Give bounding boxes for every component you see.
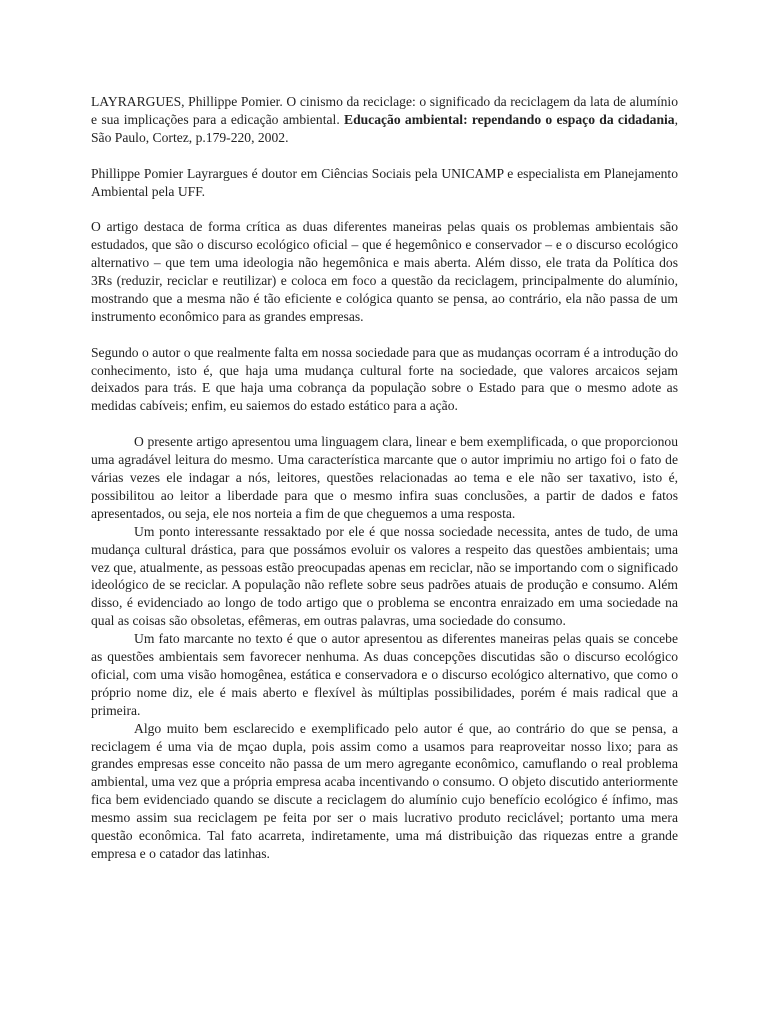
citation-prefix: LAYRARGUES, Phillippe Pomier. O cinismo da reciclage: o significado da reciclagem da lata de alumínio e sua implicações para a edicação ambiental. xyxy=(91,94,678,127)
document-body xyxy=(91,93,678,863)
author-view-paragraph: Segundo o autor o que realmente falta em nossa sociedade para que as mudanças ocorram é a introdução do conhecimento, isto é, que haja uma mudança cultural forte na sociedade, que valores arcaicos sejam deixados para trás. E que haja uma cobrança da população sobre o Estado para que o mesmo adote as medidas cabíveis; enfim, eu saiemos do estado estático para a ação. xyxy=(91,344,678,414)
citation xyxy=(91,93,678,147)
citation-book-title: Educação ambiental: rependando o espaço da cidadania xyxy=(344,111,675,127)
citation-suffix: , São Paulo, Cortez, p.179-220, 2002. xyxy=(91,111,678,145)
summary-paragraph: O artigo destaca de forma crítica as duas diferentes maneiras pelas quais os problemas ambientais são estudados, que são o discurso ecológico oficial – que é hegemônico e conservador – e o discurso ecológico alternativo – que tem uma ideologia não hegemônica e mais aberta. Além disso, ele trata da Política dos 3Rs (reduzir, reciclar e reutilizar) e coloca em foco a questão da reciclagem, principalmente do alumínio, mostrando que a mesma não é tão eficiente e cológica quanto se pensa, ao contrário, ela não passa de um instrumento econômico para as grandes empresas. xyxy=(91,219,678,324)
review-paragraph-4: Algo muito bem esclarecido e exemplificado pelo autor é que, ao contrário do que se pensa, a reciclagem é uma via de mçao dupla, pois assim como a usamos para reaproveitar nosso lixo; para as grandes empresas esse conceito não passa de um mero agregante econômico, camuflando o real problema ambiental, uma vez que a própria empresa acaba incentivando o consumo. O objeto discutido anteriormente fica bem evidenciado quando se discute a reciclagem do alumínio cujo benefício ecológico é ínfimo, mas mesmo assim sua reciclagem pe feita por ser o mais lucrativo produto reciclável; portanto uma mera questão econômica. Tal fato acarreta, indiretamente, uma má distribuição das riquezas entre a grande empresa e o catador das latinhas. xyxy=(91,720,678,861)
author-bio-paragraph: Phillippe Pomier Layrargues é doutor em Ciências Sociais pela UNICAMP e especialista em Planejamento Ambiental pela UFF. xyxy=(91,165,678,199)
review-paragraph-2: Um ponto interessante ressaktado por ele é que nossa sociedade necessita, antes de tudo, de uma mudança cultural drástica, para que possámos evoluir os valores a respeito das questões ambientais; uma vez que, atualmente, as pessoas estão preocupadas apenas em reciclar, não se importando com o significado ideológico de se reciclar. A população não reflete sobre seus padrões atuais de produção e consumo. Além disso, é evidenciado ao longo de todo artigo que o problema se encontra enraizado em uma sociedade na qual as coisas são obsoletas, efêmeras, em outras palavras, uma sociedade do consumo. xyxy=(91,523,678,629)
review-paragraph-3: Um fato marcante no texto é que o autor apresentou as diferentes maneiras pelas quais se concebe as questões ambientais sem favorecer nenhuma. As duas concepções discutidas são o discurso ecológico oficial, com uma visão homogênea, estática e conservadora e o discurso ecológico alternativo, que como o próprio nome diz, ele é mais aberto e flexível às múltiplas possibilidades, porém é mais radical que a primeira. xyxy=(91,631,678,718)
review-paragraph-1: O presente artigo apresentou uma linguagem clara, linear e bem exemplificada, o que proporcionou uma agradável leitura do mesmo. Uma característica marcante que o autor imprimiu no artigo foi o fato de várias vezes ele indagar a nós, leitores, questões relacionadas ao tema e ele não ser taxativo, isto é, possibilitou ao leitor a liberdade para que o mesmo infira suas conclusões, a partir de dados e fatos apresentados, ou seja, ele nos norteia a fim de que cheguemos a uma resposta. xyxy=(91,434,678,521)
